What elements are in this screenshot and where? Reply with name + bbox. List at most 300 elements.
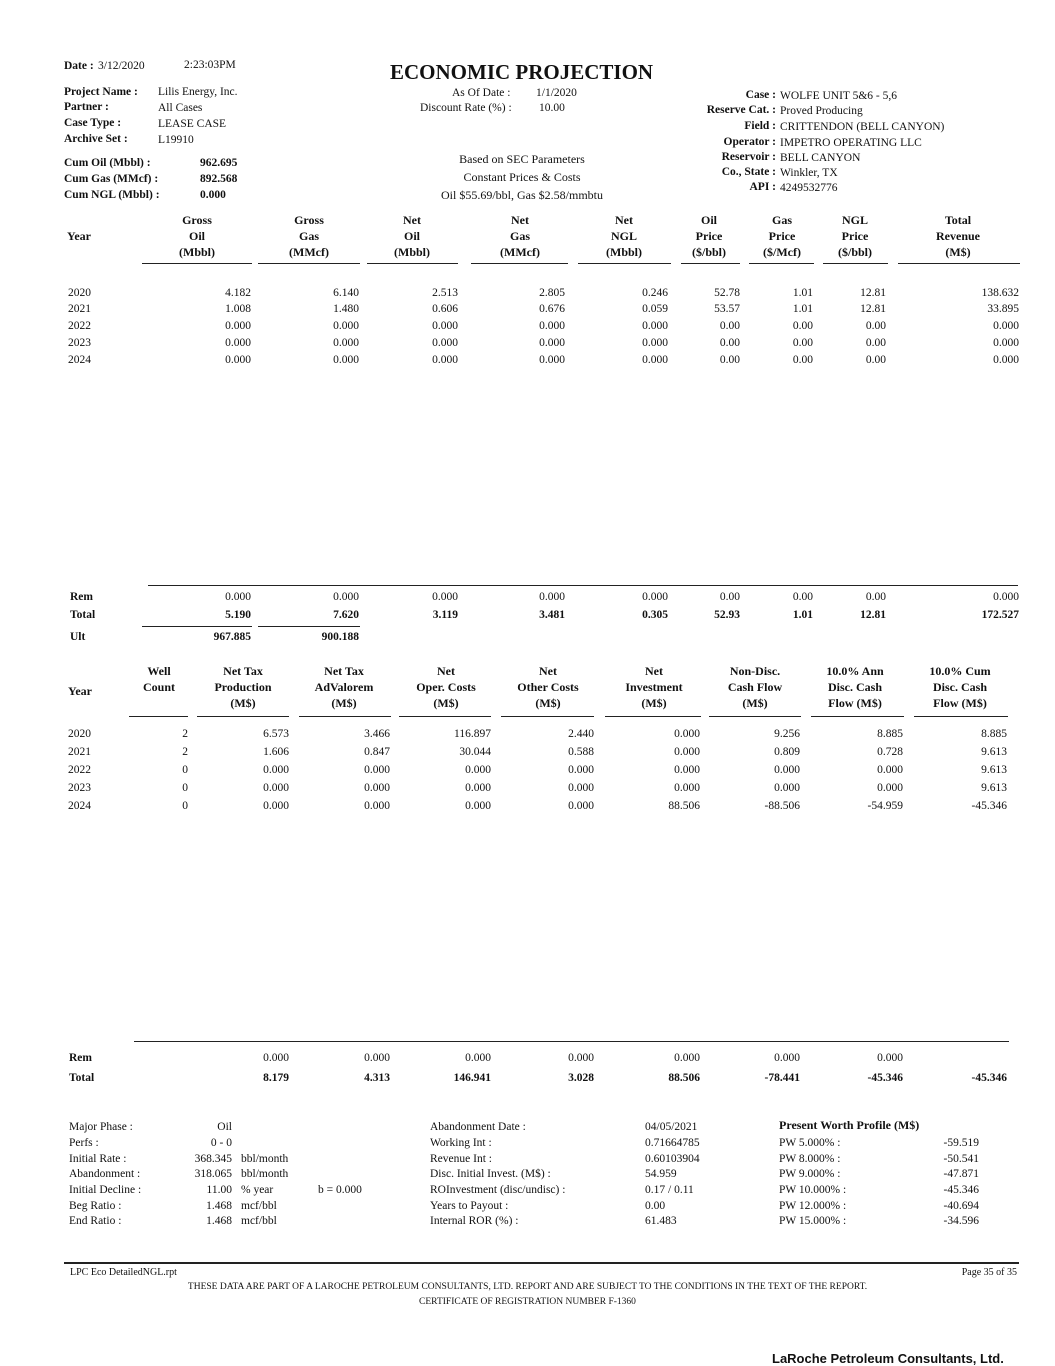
- column-header: Year: [67, 229, 91, 243]
- column-header: Oil: [188, 229, 205, 243]
- table-cell: 2.440: [568, 728, 594, 740]
- table-cell: Rem: [70, 591, 93, 603]
- column-header: Net: [645, 664, 663, 678]
- table-cell: 7.620: [333, 609, 359, 621]
- column-header: Gas: [771, 213, 792, 227]
- pw-label: PW 9.000% :: [779, 1168, 841, 1180]
- table-cell: 9.613: [981, 764, 1007, 776]
- project-name-label: Project Name :: [64, 86, 138, 98]
- archive-set-value: L19910: [158, 134, 194, 146]
- table-cell: 0.728: [877, 746, 903, 758]
- column-header: Price: [768, 229, 796, 243]
- table-cell: 5.190: [225, 609, 251, 621]
- table-cell: 3.119: [432, 609, 458, 621]
- case-value: WOLFE UNIT 5&6 - 5,6: [780, 90, 898, 102]
- table-cell: 12.81: [860, 609, 886, 621]
- table-cell: -54.959: [867, 800, 903, 812]
- pw-value: -40.694: [943, 1200, 979, 1212]
- table-cell: 9.256: [774, 728, 800, 740]
- table-cell: 0.000: [674, 746, 700, 758]
- table-row: [0, 337, 1055, 354]
- table-cell: 0.000: [674, 1052, 700, 1064]
- table-cell: 1.01: [792, 609, 813, 621]
- table-cell: 0.000: [263, 800, 289, 812]
- table-cell: -45.346: [971, 800, 1007, 812]
- table-cell: 9.613: [981, 782, 1007, 794]
- case-type-label: Case Type :: [64, 117, 122, 129]
- table-cell: 0.000: [333, 354, 359, 366]
- header-underline: [258, 263, 360, 264]
- header-underline: [399, 716, 491, 717]
- table-cell: 2: [182, 728, 188, 740]
- summary-label: Major Phase :: [69, 1121, 133, 1133]
- column-header: Other Costs: [517, 680, 579, 694]
- table-cell: 0.000: [432, 320, 458, 332]
- reservoir-label: Reservoir :: [721, 151, 776, 163]
- column-header: Revenue: [936, 229, 980, 243]
- column-header: (MMcf): [500, 245, 540, 259]
- table-row: [0, 354, 1055, 371]
- table-cell: 2023: [68, 782, 91, 794]
- table-cell: 0.00: [792, 320, 813, 332]
- column-header: ($/bbl): [837, 245, 872, 259]
- table-cell: 0: [182, 782, 188, 794]
- column-header: (M$): [433, 696, 459, 710]
- table-cell: 1.01: [792, 303, 813, 315]
- field-label: Field :: [744, 120, 776, 132]
- table-cell: 0.000: [539, 337, 565, 349]
- table-cell: 0.000: [263, 1052, 289, 1064]
- table-row: [0, 782, 1055, 799]
- table-cell: -78.441: [764, 1072, 800, 1084]
- cum-ngl-value: 0.000: [200, 189, 226, 201]
- column-header: 10.0% Ann: [826, 664, 884, 678]
- summary-label: Initial Decline :: [69, 1184, 142, 1196]
- table-cell: Total: [70, 609, 96, 621]
- summary-label: Internal ROR (%) :: [430, 1215, 519, 1227]
- column-header: Flow (M$): [828, 696, 882, 710]
- pw-label: PW 10.000% :: [779, 1184, 847, 1196]
- pw-value: -59.519: [943, 1137, 979, 1149]
- summary-label: Beg Ratio :: [69, 1200, 122, 1212]
- pw-value: -34.596: [943, 1215, 979, 1227]
- header-underline: [605, 716, 701, 717]
- total-row: [0, 609, 1055, 626]
- certificate-text: CERTIFICATE OF REGISTRATION NUMBER F-1360: [419, 1297, 636, 1307]
- table-cell: 88.506: [668, 800, 700, 812]
- table-cell: 8.885: [981, 728, 1007, 740]
- table-cell: 12.81: [860, 287, 886, 299]
- table-cell: 1.008: [225, 303, 251, 315]
- table-cell: 0.00: [865, 591, 886, 603]
- summary-value: 318.065: [194, 1168, 232, 1180]
- table-cell: 0.000: [877, 764, 903, 776]
- table-cell: 0.000: [642, 354, 668, 366]
- column-header: Net: [615, 213, 633, 227]
- column-header: NGL: [610, 229, 637, 243]
- footer-divider: [64, 1262, 1019, 1264]
- summary-value: 0.00: [645, 1200, 666, 1212]
- table-cell: 0.000: [263, 764, 289, 776]
- column-header: Cash Flow: [727, 680, 783, 694]
- table-cell: 2020: [68, 287, 91, 299]
- table-cell: 0.000: [539, 591, 565, 603]
- table-cell: 53.57: [714, 303, 740, 315]
- summary-unit: bbl/month: [241, 1168, 289, 1180]
- table-cell: 0.000: [364, 800, 390, 812]
- column-header: ($/bbl): [691, 245, 726, 259]
- summary-value: 0 - 0: [210, 1137, 232, 1149]
- page-number: Page 35 of 35: [961, 1267, 1017, 1278]
- table-cell: 2024: [68, 800, 91, 812]
- table-cell: 0.000: [993, 320, 1019, 332]
- table-cell: -45.346: [867, 1072, 903, 1084]
- table-cell: 0.000: [263, 782, 289, 794]
- column-header: Count: [142, 680, 175, 694]
- project-name-value: Lilis Energy, Inc.: [158, 86, 238, 98]
- table-cell: 0.00: [792, 354, 813, 366]
- table-cell: 0.00: [792, 337, 813, 349]
- table-cell: 2.805: [539, 287, 565, 299]
- table-cell: 0.00: [792, 591, 813, 603]
- cum-gas-label: Cum Gas (MMcf) :: [64, 173, 159, 185]
- api-value: 4249532776: [780, 182, 838, 194]
- table-cell: 0.000: [465, 1052, 491, 1064]
- table-cell: 172.527: [981, 609, 1019, 621]
- header-underline: [709, 716, 801, 717]
- column-header: Price: [695, 229, 723, 243]
- table-cell: 0.000: [333, 591, 359, 603]
- summary-value: 1.468: [206, 1215, 232, 1227]
- co-state-value: Winkler, TX: [780, 167, 838, 179]
- table-cell: Total: [69, 1072, 95, 1084]
- column-header: (M$): [535, 696, 561, 710]
- summary-unit: mcf/bbl: [241, 1200, 277, 1212]
- table-cell: 2020: [68, 728, 91, 740]
- table-cell: 0.246: [642, 287, 668, 299]
- table-cell: 0.000: [642, 320, 668, 332]
- column-header: Net: [403, 213, 421, 227]
- header-underline: [471, 263, 568, 264]
- params-line-3: Oil $55.69/bbl, Gas $2.58/mmbtu: [441, 188, 603, 202]
- column-header: Investment: [625, 680, 683, 694]
- table-cell: 1.480: [333, 303, 359, 315]
- column-header: (Mbbl): [394, 245, 430, 259]
- header-underline: [501, 716, 594, 717]
- table-cell: 0.00: [719, 354, 740, 366]
- column-header: (MMcf): [289, 245, 329, 259]
- table-cell: 0.000: [465, 764, 491, 776]
- table-cell: 6.573: [263, 728, 289, 740]
- table-cell: 2022: [68, 764, 91, 776]
- table-cell: 0.000: [225, 337, 251, 349]
- table-cell: 0: [182, 800, 188, 812]
- table-cell: 0.000: [774, 764, 800, 776]
- header-underline: [823, 263, 888, 264]
- column-header: Net Tax: [324, 664, 364, 678]
- pw-profile-title: Present Worth Profile (M$): [779, 1118, 920, 1132]
- summary-value: 368.345: [194, 1153, 232, 1165]
- table-cell: 0.000: [993, 591, 1019, 603]
- summary-value: 54.959: [645, 1168, 677, 1180]
- rem-row: [0, 591, 1055, 608]
- column-header: Gross: [182, 213, 212, 227]
- table-cell: 2: [182, 746, 188, 758]
- table-cell: 0.00: [865, 354, 886, 366]
- date-label: Date :: [64, 60, 94, 72]
- table-cell: 30.044: [459, 746, 491, 758]
- table-cell: 0.000: [568, 800, 594, 812]
- table-cell: 0.000: [674, 782, 700, 794]
- table-cell: 900.188: [321, 631, 359, 643]
- table-cell: 0.809: [774, 746, 800, 758]
- disclaimer-text: THESE DATA ARE PART OF A LAROCHE PETROLEUM CONSULTANTS, LTD. REPORT AND ARE SUBJECT TO THE CONDITIONS IN THE TEXT OF THE REPORT.: [187, 1282, 868, 1292]
- pw-label: PW 15.000% :: [779, 1215, 847, 1227]
- table-cell: 0.000: [993, 337, 1019, 349]
- table-row: [0, 800, 1055, 817]
- operator-value: IMPETRO OPERATING LLC: [780, 137, 922, 149]
- table-cell: 967.885: [213, 631, 251, 643]
- column-header: Net: [437, 664, 455, 678]
- table-cell: 0.000: [674, 764, 700, 776]
- summary-label: Working Int :: [430, 1137, 492, 1149]
- summary-value: 0.17 / 0.11: [645, 1184, 694, 1196]
- table-cell: 0.000: [568, 782, 594, 794]
- table-cell: -45.346: [971, 1072, 1007, 1084]
- column-header: (M$): [742, 696, 768, 710]
- table-cell: 0.000: [225, 354, 251, 366]
- table-cell: 0.000: [539, 354, 565, 366]
- table-cell: 2.513: [432, 287, 458, 299]
- column-header: 10.0% Cum: [929, 664, 991, 678]
- rem-divider: [148, 585, 1018, 586]
- table-cell: 0.000: [774, 782, 800, 794]
- column-header: Year: [68, 684, 92, 698]
- date-value: 3/12/2020: [98, 60, 145, 72]
- summary-value: 04/05/2021: [645, 1121, 698, 1133]
- table-cell: 0.000: [364, 764, 390, 776]
- column-header: Oil: [700, 213, 717, 227]
- cum-gas-value: 892.568: [200, 173, 238, 185]
- table-cell: 0.000: [432, 337, 458, 349]
- header-underline: [142, 263, 252, 264]
- reserve-cat-label: Reserve Cat. :: [706, 104, 776, 116]
- summary-unit: % year: [241, 1184, 274, 1196]
- summary-value: 0.71664785: [645, 1137, 700, 1149]
- column-header: Total: [944, 213, 972, 227]
- summary-extra: b = 0.000: [318, 1184, 362, 1196]
- summary-label: Abandonment Date :: [430, 1121, 526, 1133]
- discount-rate-value: 10.00: [539, 102, 565, 114]
- header-underline: [367, 263, 458, 264]
- table-cell: 0.000: [993, 354, 1019, 366]
- column-header: ($/Mcf): [763, 245, 801, 259]
- header-underline: [749, 263, 814, 264]
- column-header: Net Tax: [223, 664, 263, 678]
- company-brand: LaRoche Petroleum Consultants, Ltd.: [772, 1351, 1004, 1366]
- as-of-date-value: 1/1/2020: [536, 87, 577, 99]
- table-cell: 0.000: [642, 591, 668, 603]
- params-line-1: Based on SEC Parameters: [459, 152, 585, 166]
- table-cell: 0.000: [539, 320, 565, 332]
- table-cell: 0.000: [333, 337, 359, 349]
- column-header: (Mbbl): [606, 245, 642, 259]
- table-cell: 0.305: [642, 609, 668, 621]
- partner-label: Partner :: [64, 101, 109, 113]
- column-header: (M$): [945, 245, 971, 259]
- table-row: [0, 303, 1055, 320]
- header-underline: [898, 263, 1020, 264]
- table-cell: 0.000: [225, 591, 251, 603]
- header-underline: [681, 263, 740, 264]
- table-cell: 138.632: [981, 287, 1019, 299]
- table-row: [0, 746, 1055, 763]
- table-cell: 0.000: [364, 1052, 390, 1064]
- table-cell: 2021: [68, 746, 91, 758]
- table-cell: Rem: [69, 1052, 92, 1064]
- column-header: (M$): [331, 696, 357, 710]
- summary-label: ROInvestment (disc/undisc) :: [430, 1184, 566, 1196]
- header-underline: [129, 716, 188, 717]
- column-header: Gas: [298, 229, 319, 243]
- table-row: [0, 320, 1055, 337]
- table-cell: 0.00: [865, 320, 886, 332]
- header-underline: [914, 716, 1008, 717]
- api-label: API :: [749, 181, 776, 193]
- summary-label: Perfs :: [69, 1137, 99, 1149]
- rem-divider: [134, 1041, 1009, 1042]
- table-cell: 146.941: [453, 1072, 491, 1084]
- table-cell: 3.481: [539, 609, 565, 621]
- column-header: (M$): [641, 696, 667, 710]
- pw-label: PW 8.000% :: [779, 1153, 841, 1165]
- case-type-value: LEASE CASE: [158, 118, 227, 130]
- header-underline: [811, 716, 904, 717]
- summary-value: 0.60103904: [645, 1153, 700, 1165]
- summary-unit: mcf/bbl: [241, 1215, 277, 1227]
- ult-row: [0, 631, 1055, 648]
- rem-row: [0, 1052, 1055, 1069]
- total-row: [0, 1072, 1055, 1089]
- table-cell: 8.179: [263, 1072, 289, 1084]
- column-header: NGL: [841, 213, 868, 227]
- table-row: [0, 287, 1055, 304]
- operator-label: Operator :: [723, 136, 776, 148]
- table-cell: 0.000: [465, 782, 491, 794]
- table-row: [0, 764, 1055, 781]
- table-cell: 0.00: [719, 591, 740, 603]
- summary-value: 11.00: [206, 1184, 232, 1196]
- table-cell: 0.000: [432, 354, 458, 366]
- report-file-name: LPC Eco DetailedNGL.rpt: [70, 1267, 177, 1278]
- partner-value: All Cases: [158, 102, 203, 114]
- table-cell: Ult: [70, 631, 86, 643]
- table-cell: 0.000: [333, 320, 359, 332]
- column-header: Disc. Cash: [827, 680, 882, 694]
- as-of-date-label: As Of Date :: [452, 87, 511, 99]
- column-header: Price: [841, 229, 869, 243]
- table-cell: 0.000: [568, 1052, 594, 1064]
- column-header: Oil: [403, 229, 420, 243]
- table-cell: 0.606: [432, 303, 458, 315]
- summary-value: 1.468: [206, 1200, 232, 1212]
- pw-value: -45.346: [943, 1184, 979, 1196]
- column-header: Flow (M$): [933, 696, 987, 710]
- table-cell: 2024: [68, 354, 91, 366]
- table-cell: 0.588: [568, 746, 594, 758]
- cum-ngl-label: Cum NGL (Mbbl) :: [64, 189, 160, 201]
- table-cell: 0.000: [642, 337, 668, 349]
- params-line-2: Constant Prices & Costs: [463, 170, 581, 184]
- archive-set-label: Archive Set :: [64, 133, 128, 145]
- column-header: Well: [147, 664, 171, 678]
- column-header: Gas: [509, 229, 530, 243]
- ult-divider: [258, 626, 360, 627]
- case-label: Case :: [745, 89, 776, 101]
- table-cell: 0.00: [719, 320, 740, 332]
- table-cell: 9.613: [981, 746, 1007, 758]
- table-cell: 0.000: [568, 764, 594, 776]
- table-cell: 116.897: [454, 728, 491, 740]
- table-cell: 0.00: [865, 337, 886, 349]
- summary-label: Abandonment :: [69, 1168, 141, 1180]
- summary-label: Revenue Int :: [430, 1153, 492, 1165]
- column-header: Disc. Cash: [932, 680, 987, 694]
- column-header: (Mbbl): [179, 245, 215, 259]
- column-header: Non-Disc.: [729, 664, 781, 678]
- table-cell: 1.01: [792, 287, 813, 299]
- header-underline: [299, 716, 391, 717]
- table-cell: 4.313: [364, 1072, 390, 1084]
- column-header: Net: [511, 213, 529, 227]
- table-cell: 0.000: [774, 1052, 800, 1064]
- table-cell: 0.00: [719, 337, 740, 349]
- header-underline: [578, 263, 671, 264]
- table-cell: 1.606: [263, 746, 289, 758]
- column-header: AdValorem: [314, 680, 374, 694]
- table-cell: 0.000: [674, 728, 700, 740]
- table-cell: 0.059: [642, 303, 668, 315]
- table-cell: 0.676: [539, 303, 565, 315]
- summary-value: Oil: [217, 1121, 232, 1133]
- table-cell: 0.000: [432, 591, 458, 603]
- pw-label: PW 5.000% :: [779, 1137, 841, 1149]
- table-cell: 0.000: [877, 1052, 903, 1064]
- summary-label: Initial Rate :: [69, 1153, 127, 1165]
- table-cell: 3.466: [364, 728, 390, 740]
- table-cell: 0.000: [364, 782, 390, 794]
- table-cell: 2022: [68, 320, 91, 332]
- discount-rate-label: Discount Rate (%) :: [420, 102, 512, 114]
- pw-value: -47.871: [943, 1168, 979, 1180]
- ult-divider: [142, 626, 252, 627]
- table-cell: 33.895: [987, 303, 1019, 315]
- table-cell: 52.78: [714, 287, 740, 299]
- cum-oil-label: Cum Oil (Mbbl) :: [64, 157, 151, 169]
- table-cell: 6.140: [333, 287, 359, 299]
- table-cell: 4.182: [225, 287, 251, 299]
- column-header: (M$): [230, 696, 256, 710]
- table-cell: 8.885: [877, 728, 903, 740]
- co-state-label: Co., State :: [721, 166, 776, 178]
- page-title: ECONOMIC PROJECTION: [390, 60, 654, 84]
- table-cell: 0.000: [465, 800, 491, 812]
- table-row: [0, 728, 1055, 745]
- column-header: Gross: [294, 213, 324, 227]
- summary-label: Disc. Initial Invest. (M$) :: [430, 1168, 551, 1180]
- table-cell: 0.847: [364, 746, 390, 758]
- table-cell: -88.506: [764, 800, 800, 812]
